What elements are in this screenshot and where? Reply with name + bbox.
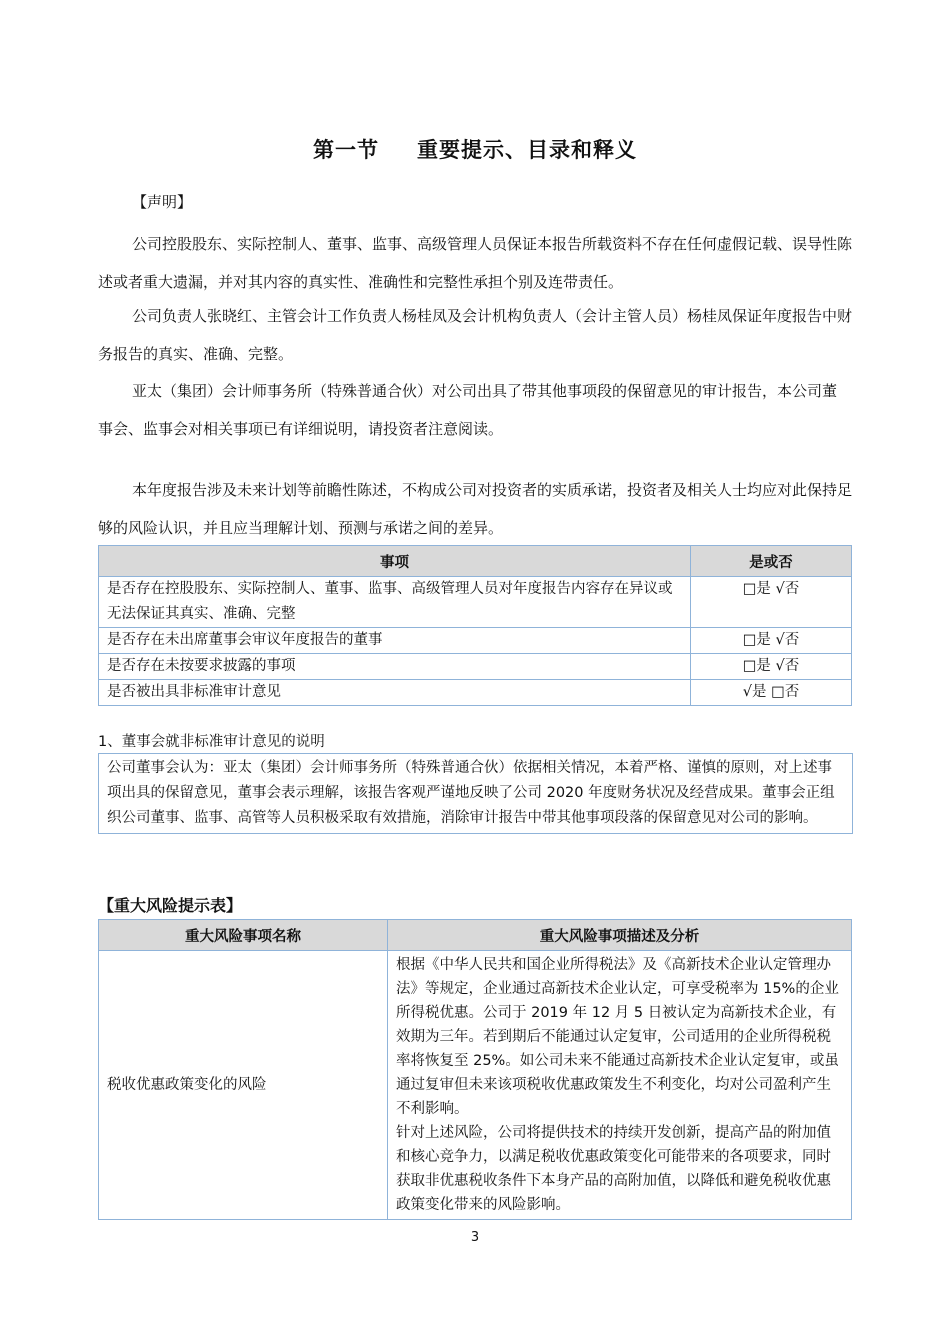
risk-description — [388, 951, 852, 1220]
paragraph-guarantee-text: 公司控股股东、实际控制人、董事、监事、高级管理人员保证本报告所载资料不存在任何虚假记载、误导性陈述或者重大遗漏，并对其内容的真实性、准确性和完整性承担个别及连带责任。 — [98, 235, 853, 291]
table-row — [99, 577, 852, 628]
risk-description-analysis: 根据《中华人民共和国企业所得税法》及《高新技术企业认定管理办法》等规定，企业通过高新技术企业认定，可享受税率为 15%的企业所得税优惠。公司于 2019 年 12 月 5 日被认定为高新技术企业，有效期为三年。若到期后不能通过认定复审，公司适用的企业所得税税率将恢复至 25%。如公司未来不能通过高新技术企业认定复审，或虽通过复审但未来该项税收优惠政策发生不利变化，均对公司盈利产生不利影响。 — [396, 957, 839, 1117]
risk-header-name: 重大风险事项名称 — [99, 920, 388, 951]
paragraph-responsible — [98, 297, 858, 373]
declaration-label: 【声明】 — [132, 193, 193, 211]
matter-answer: √是 □否 — [691, 680, 852, 706]
risk-table-title: 【重大风险提示表】 — [98, 896, 243, 915]
matter-answer: □是 √否 — [691, 654, 852, 680]
matter-item: 是否存在未出席董事会审议年度报告的董事 — [99, 628, 691, 654]
table-row — [99, 680, 852, 706]
risk-name: 税收优惠政策变化的风险 — [99, 951, 388, 1220]
note-label: 1、董事会就非标准审计意见的说明 — [98, 734, 325, 750]
matters-header-item: 事项 — [99, 546, 691, 577]
section-title-right: 重要提示、目录和释义 — [417, 138, 637, 162]
section-title-left: 第一节 — [313, 138, 379, 162]
section-title — [0, 134, 950, 164]
risk-header-desc: 重大风险事项描述及分析 — [388, 920, 852, 951]
matter-item: 是否存在未按要求披露的事项 — [99, 654, 691, 680]
table-row — [99, 951, 852, 1220]
paragraph-audit-text: 亚太（集团）会计师事务所（特殊普通合伙）对公司出具了带其他事项段的保留意见的审计报告，本公司董事会、监事会对相关事项已有详细说明，请投资者注意阅读。 — [98, 382, 838, 438]
risk-description-measures: 针对上述风险，公司将提供技术的持续开发创新，提高产品的附加值和核心竞争力，以满足税收优惠政策变化可能带来的各项要求，同时获取非优惠税收条件下本身产品的高附加值，以降低和避免税收优惠政策变化带来的风险影响。 — [396, 1125, 831, 1213]
matters-table-header — [99, 546, 852, 577]
paragraph-responsible-text: 公司负责人张晓红、主管会计工作负责人杨桂凤及会计机构负责人（会计主管人员）杨桂凤保证年度报告中财务报告的真实、准确、完整。 — [98, 307, 853, 363]
table-row — [99, 654, 852, 680]
matter-item: 是否被出具非标准审计意见 — [99, 680, 691, 706]
matter-answer: □是 √否 — [691, 628, 852, 654]
paragraph-guarantee — [98, 225, 858, 301]
note-content: 公司董事会认为：亚太（集团）会计师事务所（特殊普通合伙）依据相关情况，本着严格、谨慎的原则，对上述事项出具的保留意见，董事会表示理解，该报告客观严谨地反映了公司 2020 年度财务状况及经营成果。董事会正组织公司董事、监事、高管等人员积极采取有效措施，消除审计报告中带其他事项段落的保留意见对公司的影响。 — [98, 753, 853, 834]
paragraph-forward-looking-text: 本年度报告涉及未来计划等前瞻性陈述，不构成公司对投资者的实质承诺，投资者及相关人士均应对此保持足够的风险认识，并且应当理解计划、预测与承诺之间的差异。 — [98, 481, 853, 537]
page-number: 3 — [470, 1230, 480, 1245]
risk-table-header — [99, 920, 852, 951]
matter-item: 是否存在控股股东、实际控制人、董事、监事、高级管理人员对年度报告内容存在异议或无法保证其真实、准确、完整 — [99, 577, 691, 628]
matters-header-answer: 是或否 — [691, 546, 852, 577]
paragraph-forward-looking — [98, 471, 858, 547]
table-row — [99, 628, 852, 654]
risk-table — [98, 919, 852, 1220]
paragraph-audit — [98, 372, 838, 448]
matter-answer: □是 √否 — [691, 577, 852, 628]
matters-table — [98, 545, 852, 706]
